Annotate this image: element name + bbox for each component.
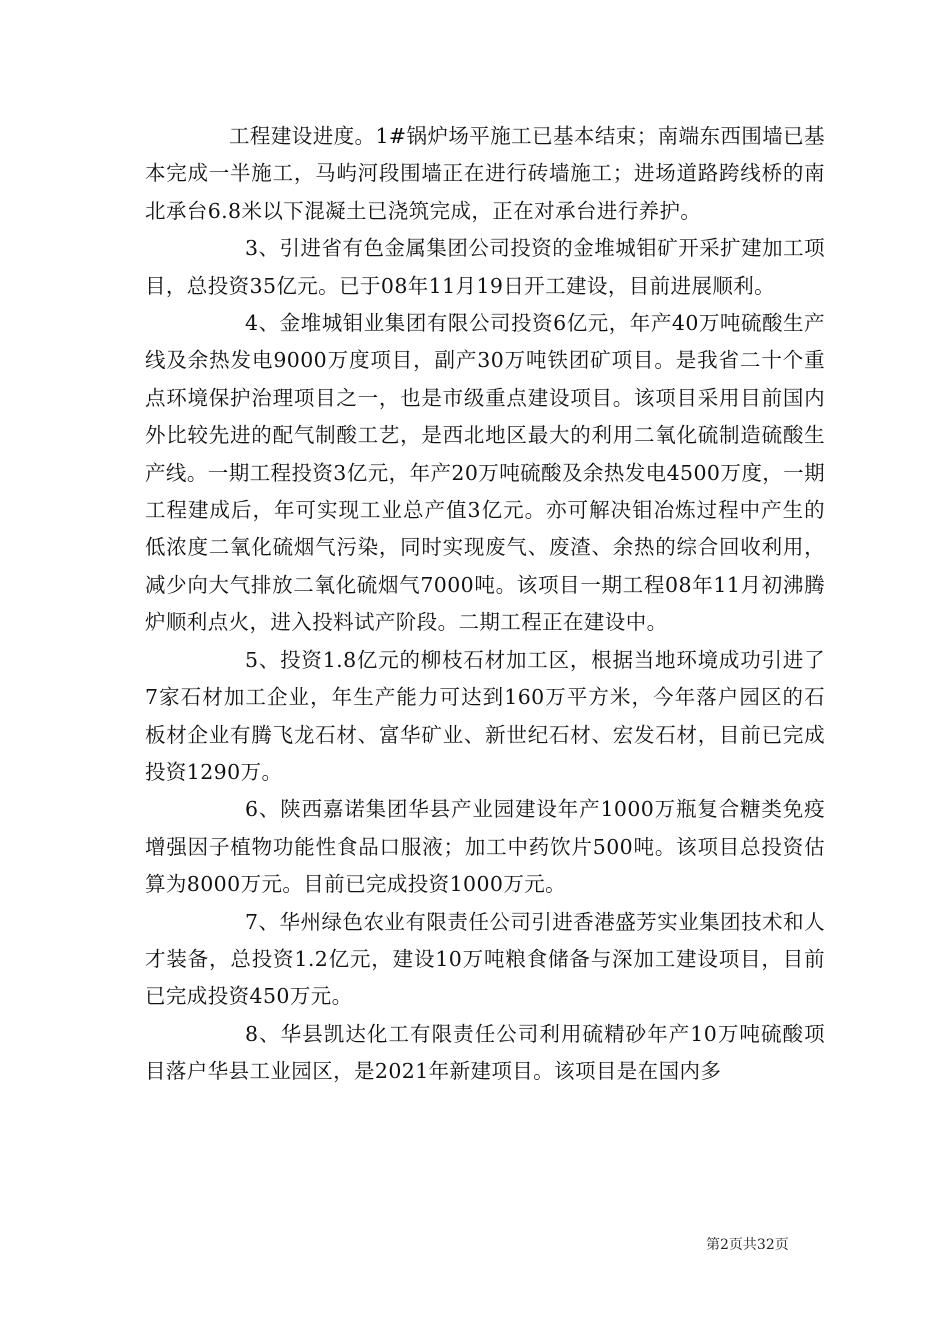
document-body xyxy=(145,118,825,1091)
paragraph-item-6: 6、陕西嘉诺集团华县产业园建设年产1000万瓶复合糖类免疫增强因子植物功能性食品口服液；加工中药饮片500吨。该项目总投资估算为8000万元。目前已完成投资1000万元。 xyxy=(145,797,825,897)
paragraph-item-7: 7、华州绿色农业有限责任公司引进香港盛芳实业集团技术和人才装备，总投资1.2亿元，建设10万吨粮食储备与深加工建设项目，目前已完成投资450万元。 xyxy=(145,909,825,1009)
paragraph-construction-progress: 工程建设进度。1#锅炉场平施工已基本结束；南端东西围墙已基本完成一半施工，马屿河段围墙正在进行砖墙施工；进场道路跨线桥的南北承台6.8米以下混凝土已浇筑完成，正在对承台进行养护。 xyxy=(145,124,825,223)
paragraph-item-4: 4、金堆城钼业集团有限公司投资6亿元，年产40万吨硫酸生产线及余热发电9000万度项目，副产30万吨铁团矿项目。是我省二十个重点环境保护治理项目之一，也是市级重点建设项目。该项目采用目前国内外比较先进的配气制酸工艺，是西北地区最大的利用二氧化硫制造硫酸生产线。一期工程投资3亿元，年产20万吨硫酸及余热发电4500万度，一期工程建成后，年可实现工业总产值3亿元。亦可解决钼冶炼过程中产生的低浓度二氧化硫烟气污染，同时实现废气、废渣、余热的综合回收利用，减少向大气排放二氧化硫烟气7000吨。该项目一期工程08年11月初沸腾炉顺利点火，进入投料试产阶段。二期工程正在建设中。 xyxy=(145,311,825,635)
page-number-footer: 第2页共32页 xyxy=(706,1237,789,1253)
paragraph-item-8: 8、华县凯达化工有限责任公司利用硫精砂年产10万吨硫酸项目落户华县工业园区，是2021年新建项目。该项目是在国内多 xyxy=(145,1021,825,1084)
paragraph-item-5: 5、投资1.8亿元的柳枝石材加工区，根据当地环境成功引进了7家石材加工企业，年生产能力可达到160万平方米，今年落户园区的石板材企业有腾飞龙石材、富华矿业、新世纪石材、宏发石材，目前已完成投资1290万。 xyxy=(145,647,825,784)
paragraph-item-3: 3、引进省有色金属集团公司投资的金堆城钼矿开采扩建加工项目，总投资35亿元。已于08年11月19日开工建设，目前进展顺利。 xyxy=(145,236,825,298)
